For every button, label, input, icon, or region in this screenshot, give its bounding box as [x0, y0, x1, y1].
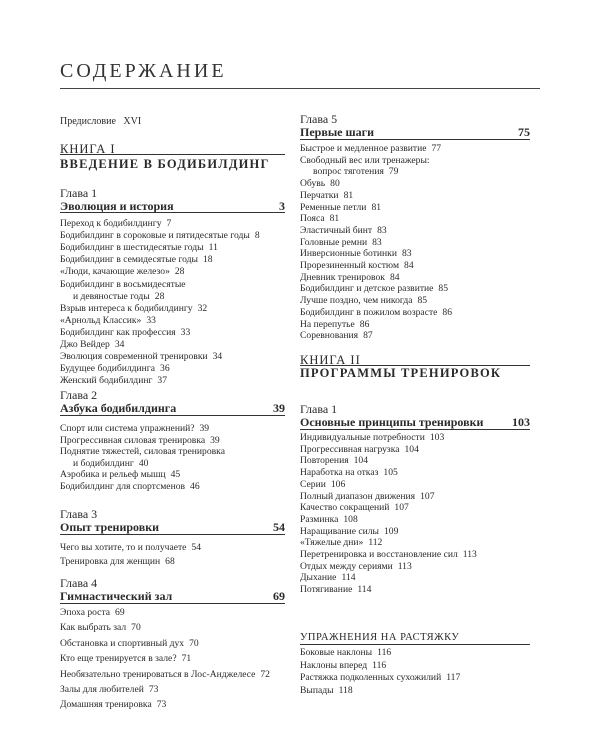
- toc-entry: [60, 316, 156, 326]
- toc-entry-page: 39: [199, 423, 210, 434]
- toc-entry-title: Дыхание: [300, 572, 337, 584]
- chapter-page: 75: [518, 125, 530, 139]
- toc-entry-page: 32: [197, 302, 208, 314]
- toc-entry-page: 68: [165, 556, 175, 567]
- book2-label: КНИГА II: [300, 353, 361, 367]
- toc-entry: [300, 331, 373, 341]
- toc-entry: [300, 573, 356, 583]
- toc-entry-page: 109: [383, 525, 399, 537]
- page-title: СОДЕРЖАНИЕ: [60, 60, 227, 82]
- toc-entry: [313, 167, 398, 177]
- toc-entry: [300, 320, 369, 330]
- toc-entry-page: 28: [174, 266, 185, 278]
- toc-entry: [300, 144, 441, 154]
- toc-entry-page: 73: [156, 699, 167, 711]
- toc-entry-title: «Арнольд Классик»: [60, 314, 142, 326]
- chapter-rule: [300, 429, 530, 430]
- toc-entry-title: Перчатки: [300, 189, 339, 201]
- toc-entry: [300, 468, 398, 478]
- toc-entry: [300, 433, 444, 443]
- toc-entry-page: 86: [442, 306, 452, 318]
- toc-entry-title: Спорт или система упражнений?: [60, 423, 195, 434]
- toc-entry-title: Боковые наклоны: [300, 647, 373, 658]
- toc-entry-page: 69: [115, 607, 125, 618]
- toc-entry-title: Выпады: [300, 685, 334, 697]
- toc-entry-title: Бодибилдинг и детское развитие: [300, 283, 434, 295]
- toc-entry-page: 77: [431, 143, 442, 154]
- toc-entry-page: 18: [203, 254, 213, 266]
- toc-entry: [60, 424, 209, 434]
- toc-entry-title: Перетренировка и восстановление сил: [300, 549, 458, 560]
- toc-entry-title: Отдых между сериями: [300, 560, 393, 572]
- toc-entry: [60, 231, 260, 241]
- chapter-rule: [60, 603, 285, 604]
- preface-page: XVI: [123, 116, 142, 127]
- toc-entry-page: 79: [388, 166, 399, 178]
- chapter-rule: [60, 534, 285, 535]
- toc-entry: [300, 238, 382, 248]
- toc-entry-title: Полный диапазон движения: [300, 490, 416, 502]
- toc-entry-page: 114: [357, 584, 372, 596]
- toc-entry: [300, 456, 368, 466]
- toc-entry-title: Домашняя тренировка: [60, 699, 152, 711]
- toc-entry-title: Быстрое и медленное развитие: [300, 143, 427, 154]
- stretching-label: УПРАЖНЕНИЯ НА РАСТЯЖКУ: [300, 632, 460, 643]
- toc-entry-title: Свободный вес или тренажеры:: [300, 154, 430, 166]
- toc-entry-page: 104: [404, 443, 419, 455]
- toc-entry-page: 81: [371, 201, 382, 213]
- toc-entry: [300, 673, 460, 683]
- toc-entry-title: Прогрессивная нагрузка: [300, 443, 400, 455]
- toc-entry-page: 71: [181, 653, 192, 665]
- chapter-page: 39: [273, 401, 285, 415]
- toc-entry-title: Наращивание силы: [300, 525, 379, 537]
- toc-entry-page: 70: [131, 622, 141, 634]
- chapter-page: 69: [273, 589, 285, 603]
- toc-entry-page: 85: [417, 295, 428, 307]
- toc-entry-title: Бодибилдинг для спортсменов: [60, 480, 186, 492]
- toc-entry-page: 104: [353, 455, 369, 467]
- toc-entry-title: Поднятие тяжестей, силовая тренировка: [60, 446, 225, 457]
- toc-entry: [60, 219, 171, 229]
- toc-entry-title: Тренировка для женщин: [60, 556, 161, 567]
- toc-entry-page: 83: [377, 224, 387, 236]
- toc-entry-title: На перепутье: [300, 318, 355, 330]
- title-rule: [60, 88, 540, 89]
- toc-entry: [60, 543, 201, 553]
- toc-entry-page: 113: [462, 549, 477, 560]
- toc-entry: [300, 480, 345, 490]
- book2-title: ПРОГРАММЫ ТРЕНИРОВОК: [300, 366, 502, 380]
- toc-entry-page: 108: [343, 513, 358, 525]
- preface-entry: [60, 116, 141, 127]
- toc-entry-page: 33: [146, 314, 156, 326]
- chapter-label: Глава 2: [60, 388, 98, 402]
- toc-entry-title: Соревнования: [300, 330, 359, 342]
- toc-entry-page: 34: [212, 351, 223, 363]
- toc-entry-title: Будущее бодибилдинга: [60, 363, 156, 375]
- toc-entry: [300, 550, 477, 560]
- toc-entry: [300, 249, 412, 259]
- toc-entry-title: Повторения: [300, 455, 349, 467]
- chapter-rule: [60, 415, 285, 416]
- toc-entry-page: 81: [329, 213, 340, 225]
- book1-title: ВВЕДЕНИЕ В БОДИБИЛДИНГ: [60, 157, 270, 171]
- toc-entry-page: 84: [404, 260, 414, 271]
- toc-entry-page: 39: [210, 434, 220, 446]
- toc-entry: [300, 538, 382, 548]
- book1-label: КНИГА I: [60, 142, 116, 156]
- toc-entry-title: Как выбрать зал: [60, 622, 127, 634]
- toc-entry: [60, 608, 125, 618]
- toc-entry: [60, 340, 124, 350]
- toc-entry: [60, 482, 200, 492]
- chapter-title: Эволюция и история: [60, 199, 174, 213]
- toc-entry-title: «Тяжелые дни»: [300, 537, 364, 549]
- toc-entry: [300, 515, 358, 525]
- toc-entry-title: Разминка: [300, 513, 339, 525]
- toc-entry: [60, 685, 158, 695]
- toc-entry: [300, 585, 371, 595]
- chapter-label: Глава 1: [60, 186, 98, 200]
- toc-entry-page: 86: [359, 318, 370, 330]
- toc-entry-title: Ременные петли: [300, 201, 367, 213]
- toc-entry: [300, 648, 391, 658]
- toc-entry: [300, 203, 381, 213]
- toc-entry-page: 106: [330, 478, 346, 490]
- toc-entry: [60, 280, 186, 290]
- toc-entry: [60, 557, 175, 567]
- toc-entry: [73, 459, 148, 469]
- toc-entry-title: Серии: [300, 478, 326, 490]
- toc-entry: [60, 364, 170, 374]
- toc-entry-title: Потягивание: [300, 584, 353, 596]
- chapter-page: 54: [273, 520, 285, 534]
- toc-entry-title: Прогрессивная силовая тренировка: [60, 434, 206, 446]
- chapter-page: 3: [279, 199, 285, 213]
- chapter-rule: [60, 212, 285, 213]
- chapter-title: Гимнастический зал: [60, 589, 173, 603]
- toc-entry-title: Эластичный бинт: [300, 224, 373, 236]
- toc-entry-title: Залы для любителей: [60, 684, 144, 695]
- toc-entry: [60, 376, 167, 386]
- toc-entry-title: Прорезиненный костюм: [300, 260, 400, 271]
- toc-entry-title: Инверсионные ботинки: [300, 248, 397, 260]
- toc-entry-page: 81: [343, 189, 354, 201]
- toc-entry-page: 116: [377, 647, 392, 658]
- toc-entry: [60, 436, 220, 446]
- toc-entry-page: 83: [401, 248, 412, 260]
- toc-entry-title: и девяностые годы: [73, 290, 150, 302]
- toc-entry-page: 103: [429, 432, 445, 443]
- toc-entry-title: Бодибилдинг в пожилом возрасте: [300, 306, 438, 318]
- toc-entry-title: Кто еще тренируется в зале?: [60, 653, 177, 665]
- toc-entry-title: Бодибилдинг в шестидесятые годы: [60, 242, 204, 254]
- toc-entry: [300, 527, 398, 537]
- toc-entry: [60, 255, 213, 265]
- toc-entry: [60, 243, 218, 253]
- toc-entry-page: 7: [166, 218, 172, 229]
- toc-entry: [300, 261, 414, 271]
- toc-entry-page: 118: [338, 685, 353, 697]
- toc-entry-page: 33: [180, 326, 191, 338]
- preface-label: Предисловие: [60, 116, 116, 127]
- toc-entry-page: 70: [189, 637, 199, 649]
- toc-entry-page: 85: [438, 283, 449, 295]
- toc-entry-title: Обувь: [300, 178, 326, 190]
- toc-entry-title: Наработка на отказ: [300, 467, 379, 479]
- toc-entry-page: 107: [420, 490, 435, 502]
- toc-entry: [300, 296, 427, 306]
- toc-entry: [60, 700, 166, 710]
- toc-entry: [300, 191, 353, 201]
- toc-entry-title: Качество сокращений: [300, 502, 390, 514]
- toc-entry-page: 37: [157, 375, 167, 387]
- toc-entry-page: 116: [372, 659, 387, 671]
- toc-entry: [300, 214, 339, 224]
- toc-entry-title: Обстановка и спортивный дух: [60, 637, 185, 649]
- toc-entry-page: 40: [138, 457, 149, 469]
- toc-entry-page: 105: [383, 467, 398, 479]
- toc-entry: [60, 639, 199, 649]
- toc-entry: [300, 445, 419, 455]
- toc-entry-page: 54: [191, 542, 202, 553]
- toc-entry-title: Бодибилдинг как профессия: [60, 326, 176, 338]
- toc-entry: [300, 226, 387, 236]
- toc-entry-page: 11: [208, 242, 218, 254]
- toc-entry: [73, 292, 164, 302]
- toc-entry: [60, 267, 184, 277]
- toc-entry-page: 114: [341, 572, 356, 584]
- toc-entry-title: Переход к бодибилдингу: [60, 218, 162, 229]
- toc-entry-title: Лучше поздно, чем никогда: [300, 295, 413, 307]
- toc-entry: [300, 273, 400, 283]
- toc-entry-page: 73: [148, 684, 159, 695]
- stretching-rule: [300, 644, 530, 645]
- toc-entry: [60, 623, 141, 633]
- toc-entry-page: 45: [170, 469, 181, 480]
- toc-entry: [300, 179, 340, 189]
- toc-entry-title: Бодибилдинг в семидесятые годы: [60, 254, 198, 266]
- chapter-title: Опыт тренировки: [60, 520, 160, 534]
- toc-entry-page: 28: [154, 290, 165, 302]
- toc-entry-page: 113: [397, 560, 412, 572]
- toc-entry-title: Наклоны вперед: [300, 659, 368, 671]
- toc-entry-title: Пояса: [300, 213, 325, 225]
- toc-entry-title: Аэробика и рельеф мышц: [60, 469, 166, 480]
- toc-entry: [300, 284, 448, 294]
- toc-entry: [60, 447, 225, 457]
- toc-entry-title: Эпоха роста: [60, 607, 111, 618]
- book1-rule: [60, 154, 285, 155]
- toc-entry-page: 83: [372, 236, 382, 248]
- toc-entry-page: 34: [114, 339, 125, 350]
- chapter-rule: [300, 139, 530, 140]
- toc-entry: [300, 503, 409, 513]
- toc-entry: [300, 308, 452, 318]
- toc-entry-page: 117: [446, 672, 461, 684]
- toc-entry-title: Женский бодибилдинг: [60, 375, 153, 387]
- chapter-title: Азбука бодибилдинга: [60, 401, 177, 415]
- chapter-label: Глава 3: [60, 507, 98, 521]
- toc-entry-page: 46: [190, 480, 200, 492]
- toc-entry-page: 36: [160, 363, 170, 375]
- toc-entry: [300, 492, 434, 502]
- toc-entry: [300, 156, 430, 166]
- toc-entry-title: Дневник тренировок: [300, 271, 385, 283]
- toc-entry: [300, 686, 353, 696]
- toc-entry-page: 107: [394, 502, 409, 514]
- toc-entry: [60, 470, 180, 480]
- toc-entry: [60, 670, 270, 680]
- chapter-label: Глава 5: [300, 112, 338, 126]
- chapter-label: Глава 4: [60, 576, 98, 590]
- toc-entry-title: Индивидуальные потребности: [300, 432, 425, 443]
- toc-entry: [60, 352, 222, 362]
- toc-entry: [300, 562, 412, 572]
- toc-entry-title: и бодибилдинг: [73, 457, 134, 469]
- toc-entry-title: Необязательно тренироваться в Лос-Анджелесе: [60, 668, 256, 680]
- toc-entry-title: Джо Вейдер: [60, 339, 110, 350]
- toc-entry-title: Эволюция современной тренировки: [60, 351, 208, 363]
- toc-entry-title: вопрос тяготения: [313, 166, 384, 178]
- toc-entry-page: 87: [363, 330, 373, 342]
- toc-entry-page: 84: [389, 271, 400, 283]
- toc-entry-title: Бодибилдинг в восьмидесятые: [60, 278, 186, 290]
- toc-entry: [60, 304, 207, 314]
- toc-entry-title: Растяжка подколенных сухожилий: [300, 672, 442, 684]
- toc-entry-page: 72: [260, 668, 270, 680]
- toc-entry: [60, 328, 190, 338]
- toc-entry-title: «Люди, качающие железо»: [60, 266, 170, 278]
- toc-entry: [60, 654, 191, 664]
- toc-entry: [300, 661, 386, 671]
- toc-entry-title: Бодибилдинг в сороковые и пятидесятые годы: [60, 230, 250, 242]
- toc-entry-title: Головные ремни: [300, 236, 368, 248]
- toc-entry-title: Взрыв интереса к бодибилдингу: [60, 302, 193, 314]
- toc-entry-page: 112: [368, 537, 383, 549]
- toc-entry-title: Чего вы хотите, то и получаете: [60, 542, 187, 553]
- toc-entry-page: 8: [254, 230, 260, 242]
- chapter-page: 103: [512, 415, 530, 429]
- toc-entry-page: 80: [330, 178, 340, 190]
- chapter-title: Первые шаги: [300, 125, 375, 139]
- chapter-title: Основные принципы тренировки: [300, 415, 484, 429]
- chapter-label: Глава 1: [300, 402, 338, 416]
